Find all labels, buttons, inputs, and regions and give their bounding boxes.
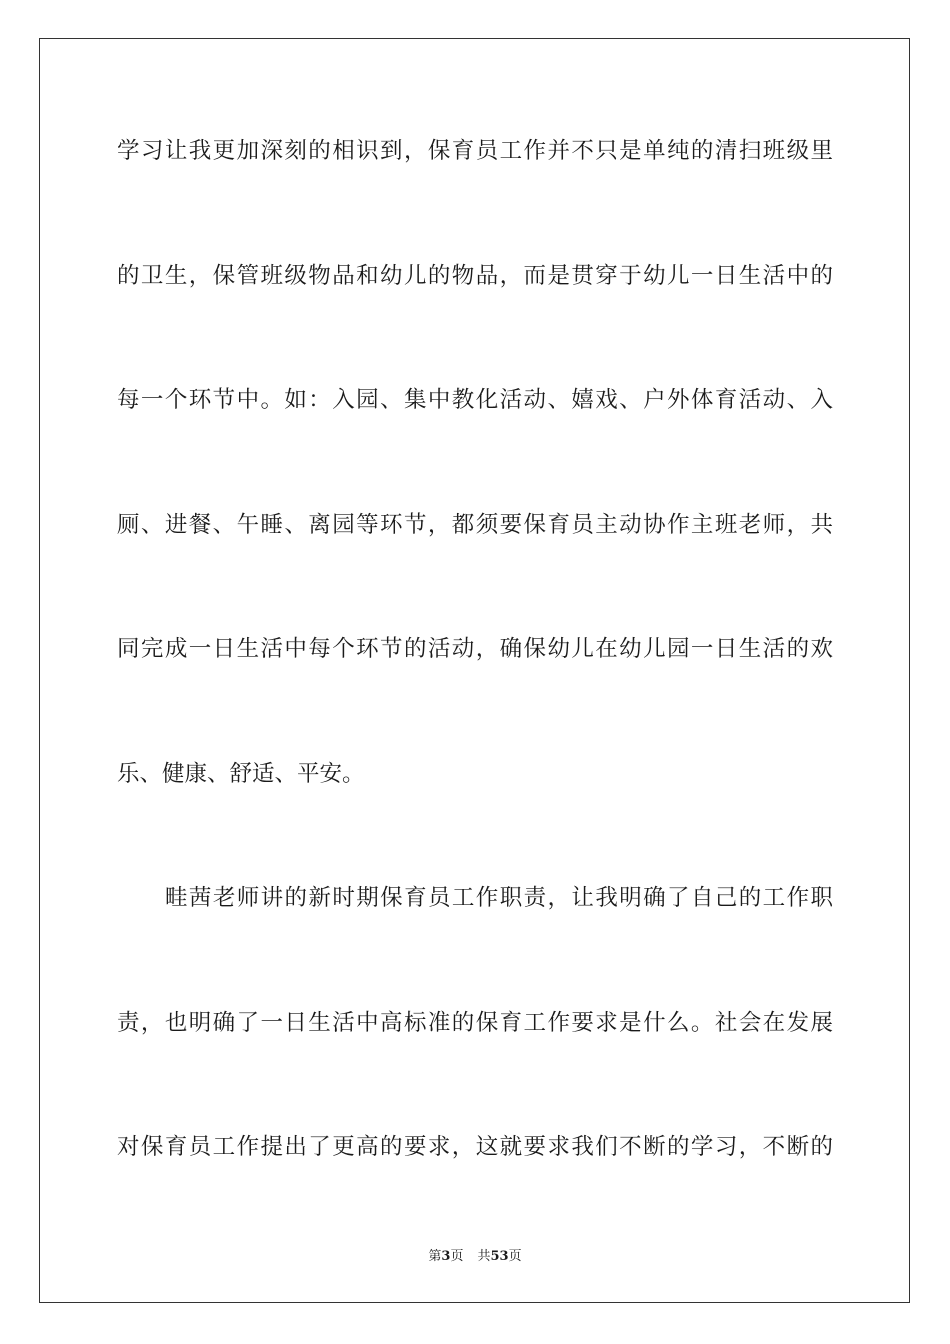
body-text-line: 对保育员工作提出了更高的要求，这就要求我们不断的学习，不断的 xyxy=(117,1134,833,1160)
page-footer xyxy=(0,1248,950,1266)
page-label-prefix: 第 xyxy=(428,1249,442,1264)
body-text-line: 乐、健康、舒适、平安。 xyxy=(117,761,365,787)
body-text-line: 责，也明确了一日生活中高标准的保育工作要求是什么。社会在发展 xyxy=(117,1010,833,1036)
page-number: 3 xyxy=(441,1249,451,1264)
total-label-suffix: 页 xyxy=(508,1249,522,1264)
page-label-suffix: 页 xyxy=(450,1249,464,1264)
body-text-line: 学习让我更加深刻的相识到，保育员工作并不只是单纯的清扫班级里 xyxy=(117,138,833,164)
body-text-line: 畦茜老师讲的新时期保育员工作职责，让我明确了自己的工作职 xyxy=(165,885,833,911)
body-text-line: 厕、进餐、午睡、离园等环节，都须要保育员主动协作主班老师，共 xyxy=(117,512,833,538)
body-text-line: 同完成一日生活中每个环节的活动，确保幼儿在幼儿园一日生活的欢 xyxy=(117,636,833,662)
body-text-line: 每一个环节中。如：入园、集中教化活动、嬉戏、户外体育活动、入 xyxy=(117,387,833,413)
body-text-line: 的卫生，保管班级物品和幼儿的物品，而是贯穿于幼儿一日生活中的 xyxy=(117,263,833,289)
page-border xyxy=(39,38,910,1303)
total-pages: 53 xyxy=(490,1249,509,1264)
total-label-prefix: 共 xyxy=(477,1249,491,1264)
